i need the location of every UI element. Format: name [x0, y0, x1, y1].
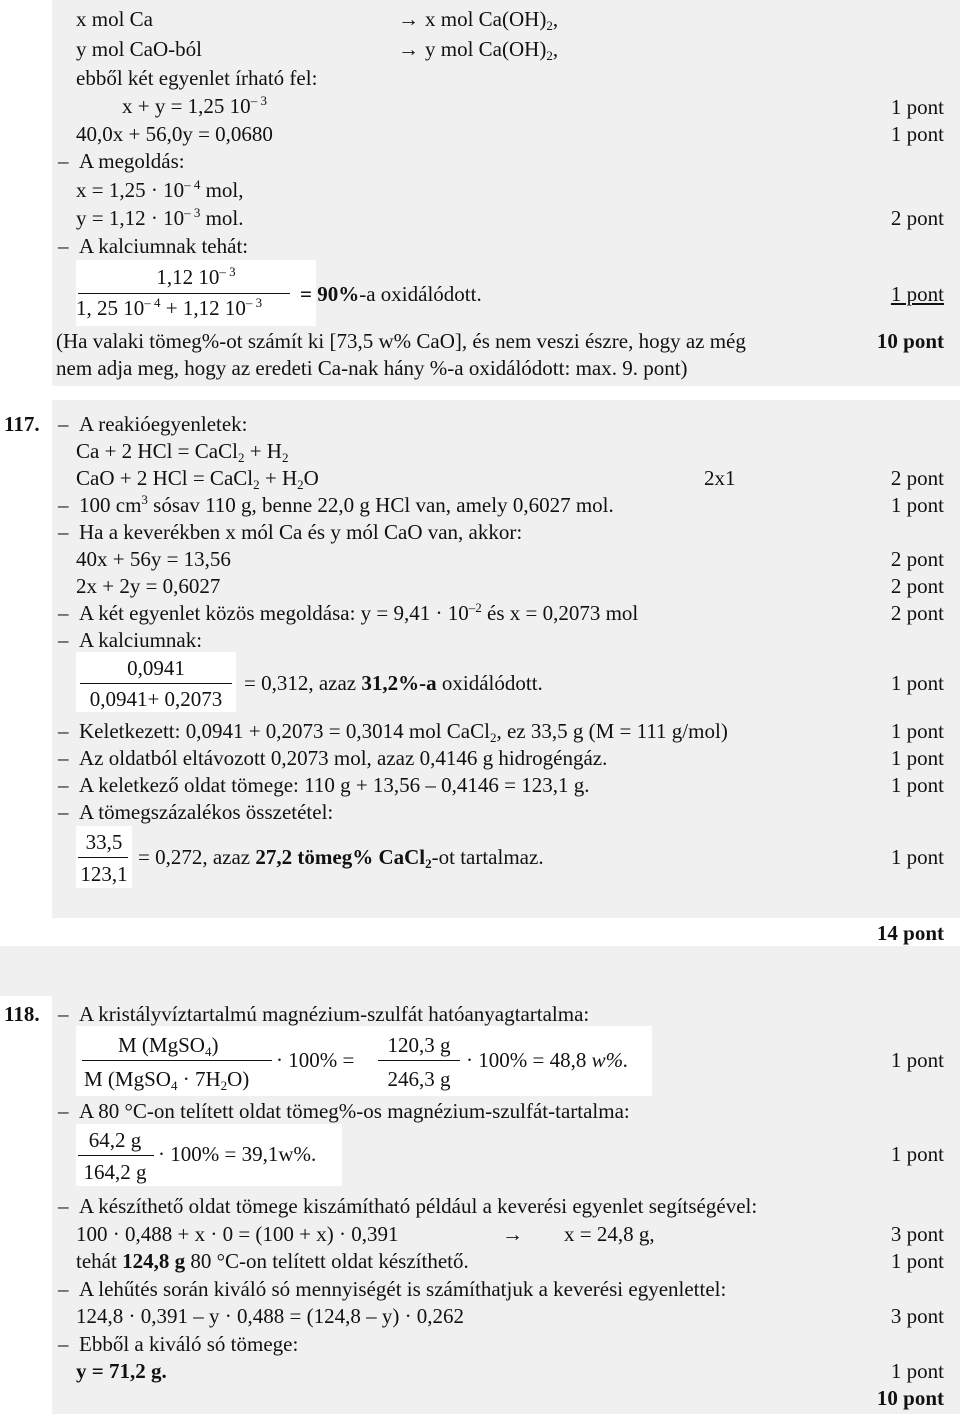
points: 1 pont [890, 1048, 944, 1072]
points: 1 pont [890, 1249, 944, 1273]
line-x-mol-caoh2: x mol $Ca(OH)_2$, [425, 7, 559, 33]
note-line-2: nem adja meg, hogy az eredeti Ca-nak hány %-a oxidálódott: max. 9. pont) [56, 356, 688, 380]
molar-mass-denominator: M (MgSO$_4$ · $7H_2O$) [84, 1067, 250, 1093]
fraction-denominator: 123,1 [80, 862, 128, 886]
x-result: x = 24,8 g, [564, 1222, 655, 1246]
total-points: 10 pont [876, 329, 944, 353]
points: 2 pont [890, 547, 944, 571]
solution-y: $y = 1,12 \cdot 10^{- 3}$ mol. [76, 205, 244, 230]
fraction-numerator: 120,3 g [387, 1033, 451, 1057]
line-two-equations: ebből két egyenlet írható fel: [76, 66, 318, 90]
fraction-bar [80, 683, 232, 684]
line-composition: – A tömegszázalékos összetétel: [58, 800, 334, 824]
equation-2: 2x + 2y = 0,6027 [76, 574, 221, 598]
equation-1: 40x + 56y = 13,56 [76, 547, 231, 571]
problem-number: 117. [4, 412, 40, 436]
fraction-numerator: 1,12 $10^{- 3}$ [156, 264, 236, 289]
multiply-100: · 100% = [276, 1048, 355, 1072]
line-solution: – A megoldás: [58, 149, 185, 173]
equation-1: x + y = 1,25 $10^{- 3}$ [122, 93, 267, 118]
equation-2: 40,0x + 56,0y = 0,0680 [76, 122, 273, 146]
fraction-result: · 100% = 48,8 w%. [466, 1048, 629, 1072]
points: 1 pont [890, 1359, 944, 1383]
reaction-2: CaO + 2 HCl = CaCl$_2$ + $H_2O$ [76, 466, 319, 492]
line-mixing-equation: – A készíthető oldat tömege kiszámítható például a keverési egyenlet segítségével: [58, 1194, 758, 1218]
fraction-numerator: 64,2 g [88, 1128, 142, 1152]
fraction-bar [78, 293, 290, 294]
fraction-bar [82, 1060, 272, 1061]
problem-number: 118. [4, 1002, 40, 1026]
mixing-equation: 100 · 0,488 + x · 0 = (100 + x) · 0,391 [76, 1222, 399, 1246]
points: 1 pont [890, 671, 944, 695]
arrow-icon: → [502, 1222, 523, 1246]
points: 1 pont [890, 95, 944, 119]
points: 1 pont [890, 282, 944, 306]
solution-x: $x = 1,25 \cdot 10^{- 4}$ mol, [76, 177, 244, 202]
spacer-white [0, 918, 820, 946]
note-line-1: (Ha valaki tömeg%-ot számít ki [73,5 w% CaO], és nem veszi észre, hogy az még [56, 329, 746, 353]
arrow-icon: → [398, 37, 419, 61]
points: 3 pont [890, 1222, 944, 1246]
line-saturated-solution: – A 80 °C-on telített oldat tömeg%-os magnézium-szulfát-tartalma: [58, 1099, 630, 1123]
points: 1 pont [890, 746, 944, 770]
fraction-denominator: 164,2 g [83, 1160, 147, 1184]
line-hydrogen: – Az oldatból eltávozott 0,2073 mol, azaz 0,4146 g hidrogéngáz. [58, 746, 608, 770]
fraction-denominator: 1, 25 $10^{- 4} + 1,12$ $10^{- 3}$ [76, 295, 263, 320]
cooling-equation: 124,8 · 0,391 – y · 0,488 = (124,8 – y) · 0,262 [76, 1304, 465, 1328]
points: 1 pont [890, 1142, 944, 1166]
reaction-1: Ca + 2 HCl = CaCl$_2$ + $H_2$ [76, 439, 289, 465]
molar-mass-numerator: M (MgSO$_4$) [118, 1033, 219, 1059]
line-reactions: – A reakióegyenletek: [58, 412, 248, 436]
points: 1 pont [890, 493, 944, 517]
points: 1 pont [890, 719, 944, 743]
line-product: – Keletkezett: 0,0941 + 0,2073 = 0,3014 mol CaCl$_2$, ez 33,5 g (M = 111 g/mol) [58, 719, 728, 745]
multiplier: 2x1 [704, 466, 736, 490]
points: 2 pont [890, 466, 944, 490]
points: 2 pont [890, 206, 944, 230]
total-points: 10 pont [876, 1386, 944, 1410]
line-mgso4-content: – A kristályvíztartalmú magnézium-szulfát hatóanyagtartalma: [58, 1002, 590, 1026]
line-prepared-solution: tehát 124,8 g 80 °C-on telített oldat készíthető. [76, 1249, 469, 1273]
fraction-denominator: 0,0941+ 0,2073 [89, 687, 223, 711]
fraction-denominator: 246,3 g [387, 1067, 451, 1091]
fraction-bar [78, 857, 128, 858]
points: 3 pont [890, 1304, 944, 1328]
fraction-result: = 90%-a oxidálódott. [300, 282, 482, 306]
line-precipitated-mass: – Ebből a kiváló só tömege: [58, 1332, 299, 1356]
line-hcl: – 100 $cm^3$ sósav 110 g, benne 22,0 g HCl van, amely 0,6027 mol. [58, 492, 614, 517]
fraction-bar [78, 1155, 154, 1156]
fraction-result: = 0,312, azaz 31,2%-a oxidálódott. [244, 671, 543, 695]
line-calcium: – A kalciumnak: [58, 628, 203, 652]
line-x-mol-ca: x mol Ca [76, 7, 153, 31]
fraction-result: = 0,272, azaz 27,2 tömeg% CaCl$_2$-ot tartalmaz. [138, 845, 544, 871]
points: 1 pont [890, 773, 944, 797]
fraction-numerator: 0,0941 [127, 656, 185, 680]
fraction-bar [378, 1060, 460, 1061]
line-y-mol-cao: y mol CaO-ból [76, 37, 202, 61]
points: 1 pont [890, 845, 944, 869]
points: 2 pont [890, 574, 944, 598]
line-solution-mass: – A keletkező oldat tömege: 110 g + 13,56 – 0,4146 = 123,1 g. [58, 773, 590, 797]
fraction-result: · 100% = 39,1w%. [158, 1142, 317, 1166]
arrow-icon: → [398, 7, 419, 31]
line-mixture: – Ha a keverékben x mól Ca és y mól CaO van, akkor: [58, 520, 523, 544]
line-y-mol-caoh2: y mol $Ca(OH)_2$, [425, 37, 559, 63]
fraction-numerator: 33,5 [85, 830, 123, 854]
points: 2 pont [890, 601, 944, 625]
points: 1 pont [890, 122, 944, 146]
line-joint-solution: – A két egyenlet közös megoldása: $y = 9,41 \cdot 10^{-2}$ és x = 0,2073 mol [58, 600, 639, 625]
line-cooling: – A lehűtés során kiváló só mennyiségét is számíthatjuk a keverési egyenlettel: [58, 1277, 727, 1301]
line-calcium: – A kalciumnak tehát: [58, 234, 249, 258]
y-result: y = 71,2 g. [76, 1359, 167, 1383]
section-separator [0, 946, 960, 996]
total-points: 14 pont [876, 921, 944, 945]
